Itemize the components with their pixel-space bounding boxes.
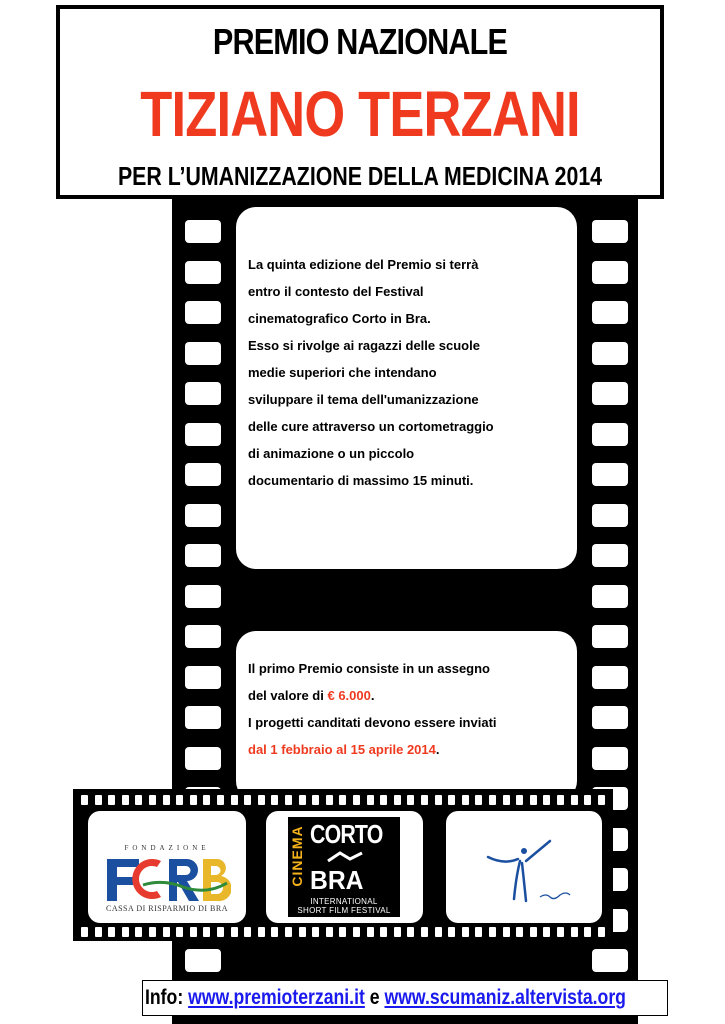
strip-perforation — [421, 795, 428, 805]
title-name: TIZIANO TERZANI — [140, 78, 580, 150]
description-line: cinematografico Corto in Bra. — [248, 311, 431, 326]
strip-perforation — [584, 795, 591, 805]
strip-perforation — [81, 795, 88, 805]
description-line: sviluppare il tema dell'umanizzazione — [248, 392, 479, 407]
strip-perforation — [421, 927, 428, 937]
strip-perforation — [394, 795, 401, 805]
prize-text — [248, 655, 573, 763]
strip-perforation — [435, 795, 442, 805]
film-perforation — [185, 423, 221, 446]
prize-line — [248, 682, 573, 709]
film-perforation — [592, 382, 628, 405]
corto-in-bra-mark — [288, 817, 400, 917]
strip-perforation — [598, 795, 605, 805]
strip-perforation — [571, 795, 578, 805]
strip-perforation — [231, 795, 238, 805]
strip-perforation — [380, 795, 387, 805]
info-joiner: e — [364, 986, 385, 1009]
strip-perforation — [122, 795, 129, 805]
strip-perforation — [217, 927, 224, 937]
strip-perforation — [108, 927, 115, 937]
figure-logo — [446, 811, 602, 923]
description-line: delle cure attraverso un cortometraggio — [248, 419, 494, 434]
strip-perforation — [299, 795, 306, 805]
fcrb-top-text: FONDAZIONE — [124, 844, 210, 852]
prize-dates-period: . — [435, 742, 440, 757]
strip-perforation — [258, 795, 265, 805]
fcrb-logo — [88, 811, 246, 923]
cinema-text: CINEMA — [289, 825, 305, 887]
prize-line: I progetti canditati devono essere inviati — [248, 715, 497, 730]
scumaniz-link[interactable]: www.scumaniz.altervista.org — [384, 986, 626, 1009]
premioterzani-link[interactable]: www.premioterzani.it — [188, 986, 365, 1009]
strip-perforation — [176, 927, 183, 937]
film-perforation — [592, 504, 628, 527]
description-text — [248, 251, 573, 494]
strip-perforation — [271, 795, 278, 805]
strip-perforation — [462, 795, 469, 805]
strip-perforation — [530, 927, 537, 937]
strip-perforation — [108, 795, 115, 805]
festival-line-2: SHORT FILM FESTIVAL — [297, 906, 391, 915]
film-perforation — [185, 585, 221, 608]
film-perforation — [592, 220, 628, 243]
strip-perforation — [353, 795, 360, 805]
strip-perforation — [231, 927, 238, 937]
strip-perforation — [339, 795, 346, 805]
tilde-mark — [310, 849, 396, 865]
info-bar — [142, 980, 668, 1016]
strip-perforation — [95, 795, 102, 805]
strip-perforation — [244, 795, 251, 805]
strip-perforation — [448, 927, 455, 937]
film-perforation — [185, 666, 221, 689]
description-line: medie superiori che intendano — [248, 365, 437, 380]
strip-perforation — [285, 795, 292, 805]
strip-perforation — [503, 795, 510, 805]
strip-perforation — [326, 927, 333, 937]
strip-perforation — [543, 927, 550, 937]
strip-perforation — [203, 927, 210, 937]
strip-perforation — [135, 927, 142, 937]
strip-perforation — [516, 795, 523, 805]
film-perforation — [185, 544, 221, 567]
description-line: di animazione o un piccolo — [248, 446, 415, 461]
strip-perforation — [285, 927, 292, 937]
prize-amount: € 6.000 — [327, 688, 371, 703]
title-box — [56, 5, 664, 199]
film-perforation — [185, 463, 221, 486]
strip-perforation — [367, 795, 374, 805]
strip-perforation — [339, 927, 346, 937]
strip-perforation — [312, 795, 319, 805]
strip-perforation — [489, 795, 496, 805]
film-perforation — [592, 706, 628, 729]
strip-perforation — [557, 795, 564, 805]
festival-subtitle — [288, 897, 400, 915]
film-perforation — [185, 747, 221, 770]
film-perforation — [185, 706, 221, 729]
strip-perforation — [135, 795, 142, 805]
strip-perforation — [163, 927, 170, 937]
strip-perforation — [312, 927, 319, 937]
info-line — [145, 986, 626, 1010]
title-subtitle: PER L’UMANIZZAZIONE DELLA MEDICINA 2014 — [117, 161, 603, 191]
prize-value-label: del valore di — [248, 688, 328, 703]
film-perforation — [592, 625, 628, 648]
strip-perforation — [95, 927, 102, 937]
strip-perforation — [163, 795, 170, 805]
film-perforation — [592, 949, 628, 972]
strip-perforation — [244, 927, 251, 937]
film-perforation — [592, 261, 628, 284]
strip-perforation — [271, 927, 278, 937]
info-label: Info: — [145, 986, 189, 1009]
fcrb-letters-graphic — [103, 855, 231, 903]
prize-line — [248, 736, 573, 763]
strip-perforation — [435, 927, 442, 937]
strip-perforation — [380, 927, 387, 937]
strip-perforation — [503, 927, 510, 937]
strip-perforation — [571, 927, 578, 937]
film-perforation — [592, 342, 628, 365]
description-line: La quinta edizione del Premio si terrà — [248, 257, 479, 272]
film-perforation — [185, 504, 221, 527]
strip-perforation — [176, 795, 183, 805]
bra-text: BRA — [310, 865, 364, 895]
strip-perforation — [407, 927, 414, 937]
strip-perforation — [516, 927, 523, 937]
strip-perforation — [407, 795, 414, 805]
strip-perforation — [475, 927, 482, 937]
strip-perforation — [149, 927, 156, 937]
strip-perforation — [543, 795, 550, 805]
strip-perforation — [190, 795, 197, 805]
film-perforation — [592, 666, 628, 689]
strip-perforation — [203, 795, 210, 805]
strip-perforation — [217, 795, 224, 805]
strip-perforation — [557, 927, 564, 937]
film-perforation — [185, 342, 221, 365]
description-line: entro il contesto del Festival — [248, 284, 424, 299]
strip-perforation — [190, 927, 197, 937]
film-perforation — [185, 625, 221, 648]
human-figure-icon — [446, 811, 602, 923]
film-perforation — [185, 949, 221, 972]
corto-text: CORTO — [310, 819, 383, 849]
film-perforation — [185, 261, 221, 284]
strip-perforation — [448, 795, 455, 805]
strip-perforation — [326, 795, 333, 805]
strip-perforation — [353, 927, 360, 937]
logo-film-strip — [73, 789, 613, 941]
film-perforation — [592, 585, 628, 608]
strip-perforation — [584, 927, 591, 937]
film-perforation — [185, 220, 221, 243]
title-premio: PREMIO NAZIONALE — [212, 21, 508, 62]
corto-in-bra-logo — [266, 811, 423, 923]
film-perforation — [592, 747, 628, 770]
film-perforation — [185, 382, 221, 405]
strip-perforation — [489, 927, 496, 937]
film-perforation — [592, 423, 628, 446]
description-line: Esso si rivolge ai ragazzi delle scuole — [248, 338, 480, 353]
festival-line-1: INTERNATIONAL — [310, 897, 378, 906]
film-perforation — [592, 301, 628, 324]
strip-perforation — [475, 795, 482, 805]
prize-line: Il primo Premio consiste in un assegno — [248, 661, 490, 676]
strip-perforation — [530, 795, 537, 805]
prize-period: . — [370, 688, 375, 703]
fcrb-bottom-text: CASSA DI RISPARMIO DI BRA — [105, 904, 228, 913]
strip-perforation — [299, 927, 306, 937]
strip-perforation — [149, 795, 156, 805]
strip-perforation — [367, 927, 374, 937]
strip-perforation — [258, 927, 265, 937]
prize-dates: dal 1 febbraio al 15 aprile 2014 — [248, 742, 436, 757]
film-perforation — [185, 301, 221, 324]
description-line: documentario di massimo 15 minuti. — [248, 473, 474, 488]
film-perforation — [592, 463, 628, 486]
strip-perforation — [81, 927, 88, 937]
strip-perforation — [122, 927, 129, 937]
film-perforation — [592, 544, 628, 567]
strip-perforation — [598, 927, 605, 937]
strip-perforation — [394, 927, 401, 937]
strip-perforation — [462, 927, 469, 937]
